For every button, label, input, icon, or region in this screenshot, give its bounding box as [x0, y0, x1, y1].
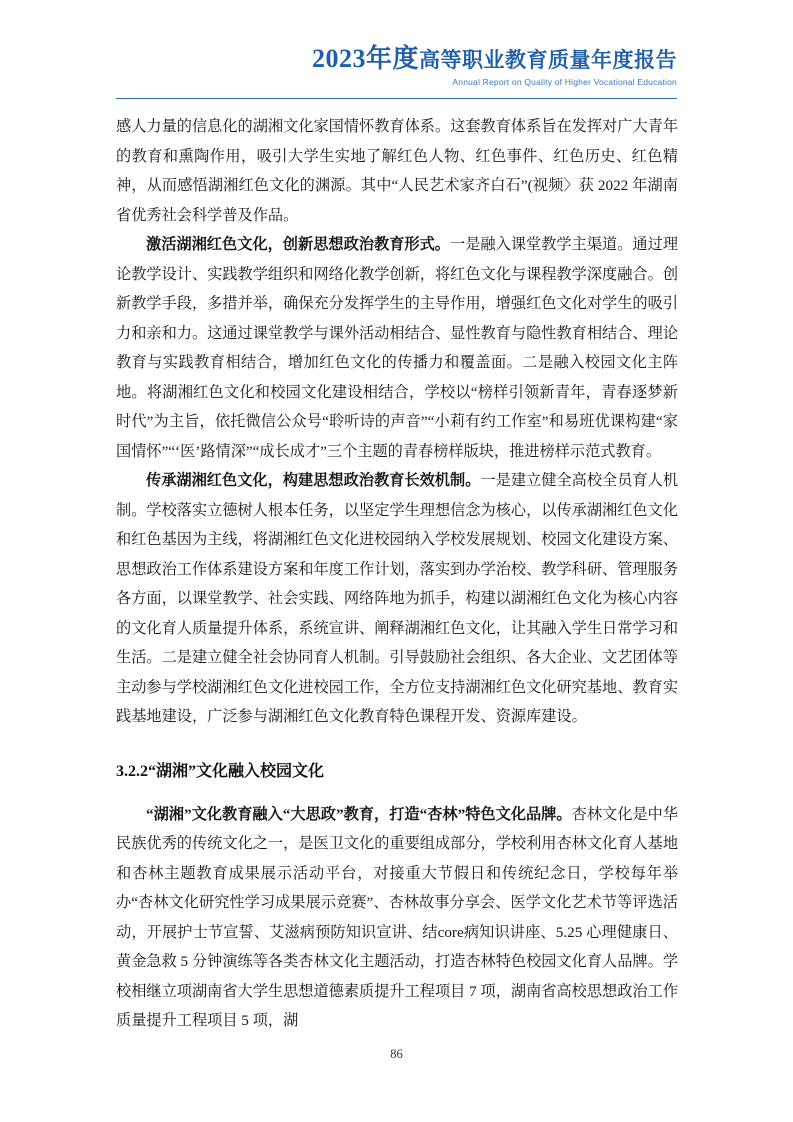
paragraph-2-lead: 激活湖湘红色文化，创新思想政治教育形式。 — [146, 236, 451, 253]
header-year: 2023年度 — [311, 44, 419, 73]
header-subtitle-en: Annual Report on Quality of Higher Vocational Education — [452, 77, 677, 87]
page-number: 86 — [390, 1047, 403, 1061]
section-heading: 3.2.2“湖湘”文化融入校园文化 — [116, 762, 325, 780]
paragraph-2-text: 一是融入课堂教学主渠道。通过理论教学设计、实践教学组织和网络化教学创新，将红色文化与课程教学深度融合。创新教学手段，多措并举，确保充分发挥学生的主导作用，增强红色文化对学生的吸引力和亲和力。这通过课堂教学与课外活动相结合、显性教育与隐性教育相结合、理论教育与实践教育相结合，增加红色文化的传播力和覆盖面。二是融入校园文化主阵地。将湖湘红色文化和校园文化建设相结合，学校以“榜样引领新青年，青春逐梦新时代”为主旨，依托微信公众号“聆听诗的声音”“小莉有约工作室”和易班优课构建“家国情怀”“‘医’路情深”“成长成才”三个主题的青春榜样版块，推进榜样示范式教育。 — [116, 236, 679, 460]
paragraph-4-lead: “湖湘”文化教育融入“大思政”教育，打造“杏林”特色文化品牌。 — [146, 805, 572, 823]
paragraph-3 — [116, 466, 678, 732]
page-header — [312, 46, 677, 87]
header-title-cn: 高等职业教育质量年度报告 — [419, 48, 677, 72]
paragraph-4 — [116, 800, 678, 1036]
paragraph-2 — [116, 230, 678, 466]
paragraph-3-lead: 传承湖湘红色文化，构建思想政治教育长效机制。 — [146, 472, 481, 489]
paragraph-4-text: 杏林文化是中华民族优秀的传统文化之一，是医卫文化的重要组成部分，学校利用杏林文化育人基地和杏林主题教育成果展示活动平台，对接重大节假日和传统纪念日，学校每年举办“杏林文化研究性学习成果展示竞赛”、杏林故事分享会、医学文化艺术节等评选活动，开展护士节宣誓、艾滋病预防知识宣讲、结core病知识讲座、5.25 心理健康日、黄金急救 5 分钟演练等各类杏林文化主题活动，打造杏林特色校园文化育人品牌。学校相继立项湖南省大学生思想道德素质提升工程项目 7 项，湖南省高校思想政治工作质量提升工程项目 5 项，湖 — [116, 805, 679, 1029]
page-content — [116, 112, 678, 1036]
paragraph-1: 感人力量的信息化的湖湘文化家国情怀教育体系。这套教育体系旨在发挥对广大青年的教育和熏陶作用，吸引大学生实地了解红色人物、红色事件、红色历史、红色精神，从而感悟湖湘红色文化的渊源。其中“人民艺术家齐白石”(视频〉获 2022 年湖南省优秀社会科学普及作品。 — [116, 118, 678, 224]
paragraph-3-text: 一是建立健全高校全员育人机制。学校落实立德树人根本任务，以坚定学生理想信念为核心，以传承湖湘红色文化和红色基因为主线，将湖湘红色文化进校园纳入学校发展规划、校园文化建设方案、思想政治工作体系建设方案和年度工作计划，落实到办学治校、教学科研、管理服务各方面，以课堂教学、社会实践、网络阵地为抓手，构建以湖湘红色文化为核心内容的文化育人质量提升体系，系统宣讲、阐释湖湘红色文化，让其融入学生日常学习和生活。二是建立健全社会协同育人机制。引导鼓励社会组织、各大企业、文艺团体等主动参与学校湖湘红色文化进校园工作，全方位支持湖湘红色文化研究基地、教育实践基地建设，广泛参与湖湘红色文化教育特色课程开发、资源库建设。 — [116, 472, 679, 725]
header-title-line — [312, 46, 677, 72]
header-divider — [116, 98, 677, 99]
